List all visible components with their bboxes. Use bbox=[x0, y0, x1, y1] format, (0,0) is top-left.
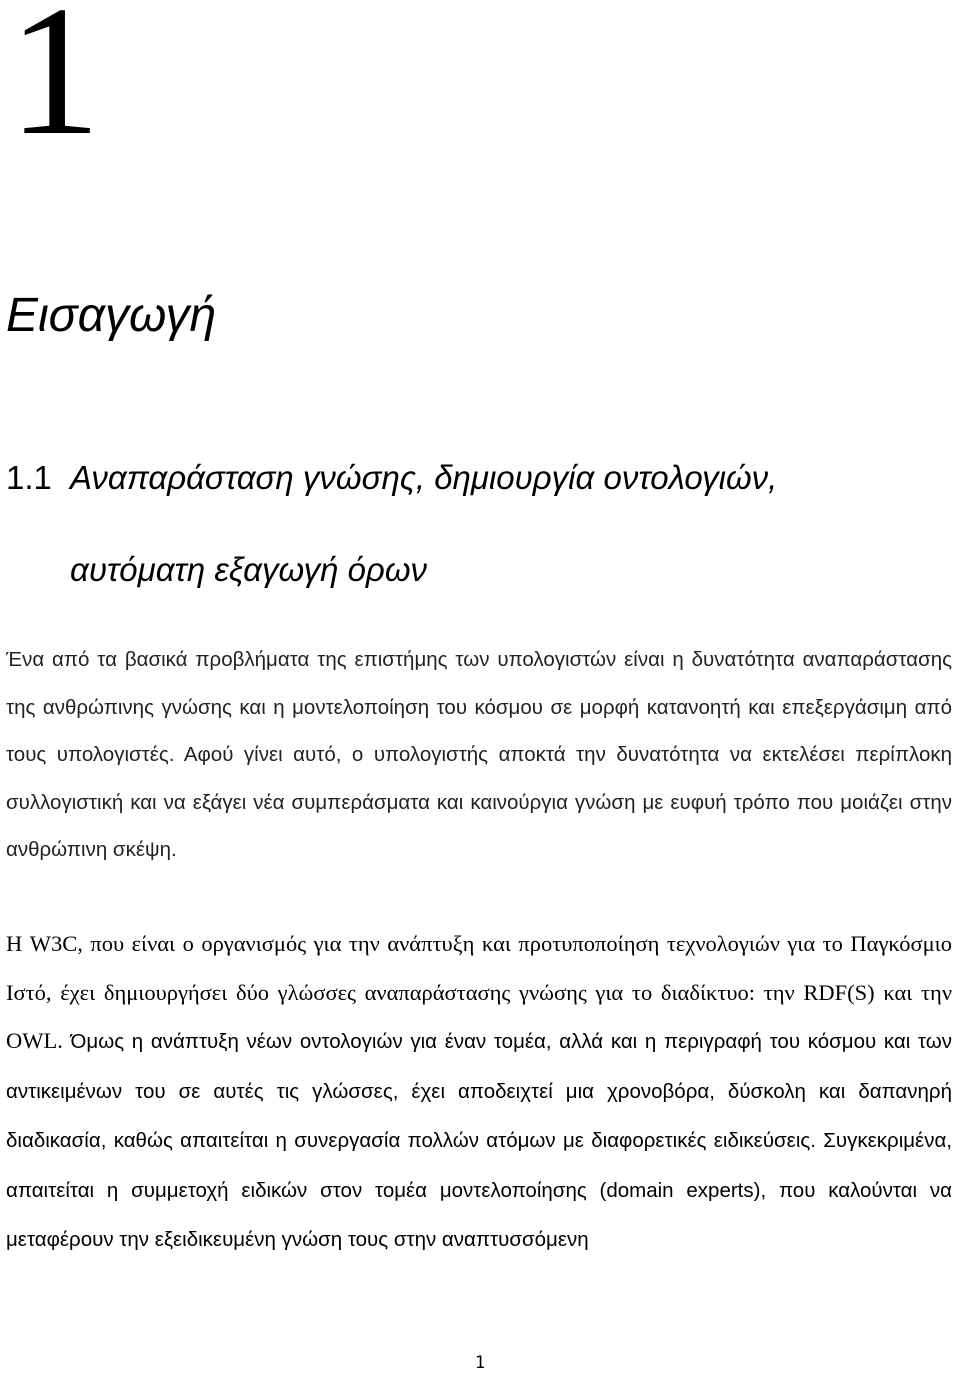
body-paragraph-2-part-1: Η W3C, που είναι ο οργανισμός για την ανάπτυξη και προτυποποίηση τεχνολογιών για το Παγκόσμιο Ιστό, έχει δημιουργήσει δύο γλώσσες αναπαράστασης γνώσης για το διαδίκτυο: την RDF(S) και την OWL. bbox=[6, 931, 952, 1053]
section-title-line-2: αυτόματη εξαγωγή όρων bbox=[70, 551, 428, 588]
body-paragraph-1: Ένα από τα βασικά προβλήματα της επιστήμης των υπολογιστών είναι η δυνατότητα αναπαράστασης της ανθρώπινης γνώσης και η μοντελοποίηση του κόσμου σε μορφή κατανοητή και επεξεργάσιμη από τους υπολογιστές. Αφού γίνει αυτό, ο υπολογιστής αποκτά την δυνατότητα να εκτελέσει περίπλοκη συλλογιστική και να εξάγει νέα συμπεράσματα και καινούργια γνώση με ευφυή τρόπο που μοιάζει στην ανθρώπινη σκέψη. bbox=[6, 648, 952, 861]
chapter-title: Εισαγωγή bbox=[6, 289, 217, 342]
section-title-line-1: Αναπαράσταση γνώσης, δημιουργία οντολογιών, bbox=[70, 459, 778, 496]
body-paragraph-2 bbox=[6, 920, 952, 1265]
chapter-number: 1 bbox=[8, 0, 101, 174]
section-number: 1.1 bbox=[6, 459, 52, 496]
body-paragraph-2-part-2: Όμως η ανάπτυξη νέων οντολογιών για έναν τομέα, αλλά και η περιγραφή του κόσμου και των αντικειμένων του σε αυτές τις γλώσσες, έχει αποδειχτεί μια χρονοβόρα, δύσκολη και δαπανηρή διαδικασία, καθώς απαιτείται η συνεργασία πολλών ατόμων με διαφορετικές ειδικεύσεις. bbox=[6, 1030, 952, 1152]
body-paragraph-2-part-3: Συγκεκριμένα, απαιτείται η συμμετοχή ειδικών στον τομέα μοντελοποίησης (domain experts), που καλούνται να μεταφέρουν την εξειδικευμένη γνώση τους στην αναπτυσσόμενη bbox=[6, 1129, 952, 1251]
page-number: 1 bbox=[474, 1353, 486, 1373]
